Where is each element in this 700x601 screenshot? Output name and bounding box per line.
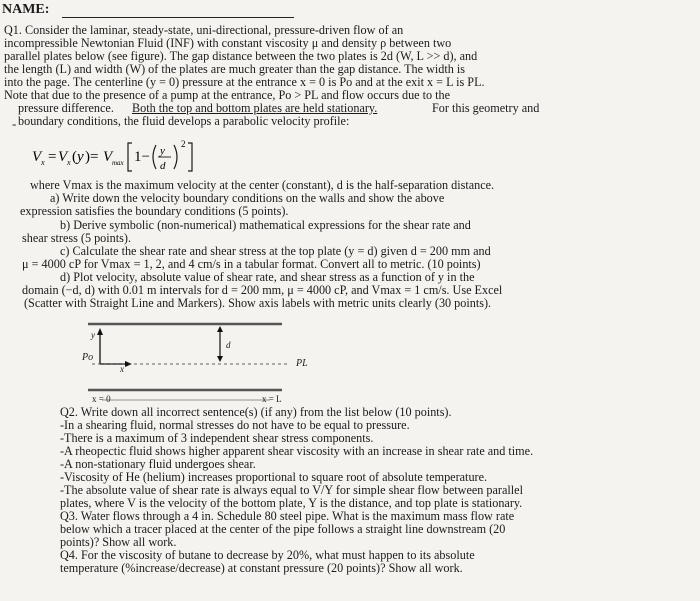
q2-line-3: -There is a maximum of 3 independent shear stress components. [60,431,374,445]
svg-text:max: max [112,159,124,167]
svg-text:x: x [67,158,71,167]
svg-text:V: V [32,149,42,165]
q1-after-8: d) Plot velocity, absolute value of shear rate, and shear stress as a function of y in the [60,270,475,284]
svg-text:y: y [160,145,165,157]
q1-after-7: μ = 4000 cP for Vmax = 1, 2, and 4 cm/s in a tabular format. Convert all to metric. (10 points) [22,257,481,271]
q3-line-1: Q3. Water flows through a 4 in. Schedule 80 steel pipe. What is the maximum mass flow rate [60,509,515,523]
q1-line-3: parallel plates below (see figure). The gap distance between the two plates is 2d (W, L >> d), and [4,49,478,63]
svg-text:x: x [41,158,45,167]
q2-line-2: -In a shearing fluid, normal stresses do not have to be equal to pressure. [60,418,410,432]
q3-line-2: below which a tracer placed at the center of the pipe follows a straight line downstream (20 [60,522,506,536]
q2-line-5: -A non-stationary fluid undergoes shear. [60,457,256,471]
svg-text:V: V [58,149,68,165]
q2-line-6: -Viscosity of He (helium) increases proportional to square root of absolute temperature. [60,470,488,484]
q1-after-6: c) Calculate the shear rate and shear stress at the top plate (y = d) given d = 200 mm and [60,244,491,258]
q1-after-2: a) Write down the velocity boundary conditions on the walls and show the above [50,191,445,205]
q1-after-9: domain (−d, d) with 0.01 m intervals for d = 200 mm, μ = 4000 cP, and Vmax = 1 cm/s. Use Excel [22,283,503,297]
q1-line-1: Q1. Consider the laminar, steady-state, uni-directional, pressure-driven flow of an [4,23,404,37]
svg-text:=: = [48,149,57,165]
fig-d-label: d [226,340,231,350]
fig-x0-label: x = 0 [92,394,111,404]
q2-line-1: Q2. Write down all incorrect sentence(s) (if any) from the list below (10 points). [60,405,452,419]
fig-po-label: Po [82,352,94,363]
fig-y-label: y [91,330,95,340]
q2-line-8: plates, where V is the velocity of the bottom plate, Y is the distance, and top plate is stationary. [60,496,523,510]
q1-after-4: b) Derive symbolic (non-numerical) mathematical expressions for the shear rate and [60,218,471,232]
q1-line-9: For this geometry and [432,101,540,115]
name-underline [62,17,294,18]
svg-text:d: d [160,160,166,172]
q1-line-10: boundary conditions, the fluid develops a parabolic velocity profile: [18,114,350,128]
velocity-profile-equation [30,139,230,175]
q1-line-2: incompressible Newtonian Fluid (INF) with constant viscosity μ and density ρ between two [4,36,452,50]
q1-after-5: shear stress (5 points). [22,231,131,245]
q1-after-3: expression satisfies the boundary conditions (5 points). [20,204,289,218]
q1-line-4: the length (L) and width (W) of the plates are much greater than the gap distance. The width is [4,62,466,76]
svg-text:1−: 1− [134,149,150,165]
q1-after-1: where Vmax is the maximum velocity at the center (constant), d is the half-separation distance. [30,178,495,192]
fig-x-label: x [120,364,124,374]
q1-after-10: (Scatter with Straight Line and Markers). Show axis labels with metric units clearly (30 points). [24,296,492,310]
q4-line-2: temperature (%increase/decrease) at constant pressure (20 points)? Show all work. [60,561,463,575]
svg-text:(: ( [72,149,77,165]
svg-text:)=: )= [85,149,99,165]
name-label: NAME: [2,2,50,17]
fig-pl-label: PL [296,358,308,369]
q1-line-6: Note that due to the presence of a pump at the entrance, Po > PL and flow occurs due to the [4,88,451,102]
q3-line-3: points)? Show all work. [60,535,177,549]
svg-text:V: V [103,149,113,165]
q1-line-8: Both the top and bottom plates are held stationary. [132,101,378,115]
margin-mark: - [12,116,17,131]
q1-line-7: pressure difference. [18,101,114,115]
q4-line-1: Q4. For the viscosity of butane to decrease by 20%, what must happen to its absolute [60,548,475,562]
channel-flow-figure [80,316,600,412]
svg-text:2: 2 [181,139,186,149]
q1-line-5: into the page. The centerline (y = 0) pressure at the entrance x = 0 is Po and at the exit x = L is PL. [4,75,485,89]
q2-line-7: -The absolute value of shear rate is always equal to V/Y for simple shear flow between parallel [60,483,523,497]
q2-line-4: -A rheopectic fluid shows higher apparent shear viscosity with an increase in shear rate and time. [60,444,534,458]
fig-xL-label: x = L [262,394,282,404]
svg-text:y: y [77,149,84,165]
